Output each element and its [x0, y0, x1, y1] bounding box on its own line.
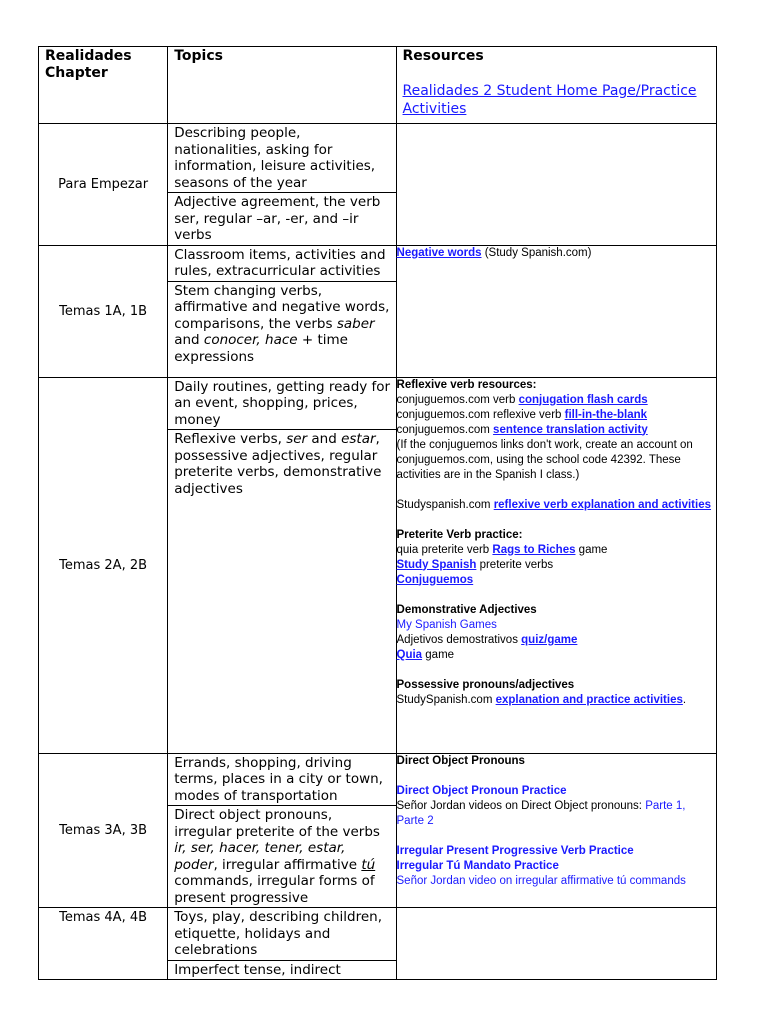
direct-object-heading: Direct Object Pronouns: [396, 754, 525, 767]
topic-vocab: Classroom items, activities and rules, extracurricular activities: [174, 246, 386, 279]
jordan-commands-link[interactable]: Señor Jordan video on irregular affirmative tú commands: [396, 874, 686, 887]
negative-words-link[interactable]: Negative words: [396, 246, 482, 259]
header-chapter: Realidades Chapter: [39, 47, 168, 124]
row-temas-2: [39, 377, 717, 753]
chapter-cell: Para Empezar: [39, 124, 168, 246]
row-para-empezar: [39, 124, 717, 246]
reflexive-explanation-link[interactable]: reflexive verb explanation and activities: [493, 498, 712, 511]
topic-vocab: Toys, play, describing children, etiquette, holidays and celebrations: [174, 909, 382, 958]
demonstrative-heading: Demonstrative Adjectives: [396, 603, 537, 616]
conjuguemos-link[interactable]: Conjuguemos: [396, 573, 474, 586]
chapter-cell: Temas 3A, 3B: [39, 753, 168, 908]
rags-to-riches-link[interactable]: Rags to Riches: [492, 543, 576, 556]
topic-grammar: Imperfect tense, indirect: [168, 960, 395, 980]
study-spanish-link[interactable]: Study Spanish: [396, 558, 477, 571]
topic-grammar: Stem changing verbs, affirmative and negative words, comparisons, the verbs saber and conocer, hace + time expressions: [168, 281, 395, 367]
topic-grammar: Reflexive verbs, ser and estar, possessive adjectives, regular preterite verbs, demonstrative adjectives: [168, 429, 395, 498]
sentence-translation-link[interactable]: sentence translation activity: [493, 423, 648, 436]
topic-vocab: Daily routines, getting ready for an event, shopping, prices, money: [174, 378, 391, 428]
header-row: [39, 47, 717, 124]
direct-object-practice-link[interactable]: Direct Object Pronoun Practice: [396, 784, 567, 797]
chapter-cell: Temas 1A, 1B: [39, 245, 168, 377]
resources-cell: Reflexive verb resources: conjuguemos.com verb conjugation flash cards conjuguemos.com reflexive verb fill-in-the-blank conjuguemos.com sentence translation activity (If the conjuguemos links don't work, create an account on conjuguemos.com, using the school code 42392. These activities are in the Spanish I class.) Studyspanish.com reflexive verb explanation and activities Preterite Verb practice: quia preterite verb Rags to Riches game Study Spanish preterite verbs Conjuguemos Demonstrative Adjectives My Spanish Games Adjetivos demostrativos quiz/game Quia game Possessive pronouns/adjectives StudySpanish.com explanation and practice activities.: [396, 377, 716, 753]
possessive-explanation-link[interactable]: explanation and practice activities: [495, 693, 683, 706]
curriculum-table: [38, 46, 717, 980]
irregular-progressive-link[interactable]: Irregular Present Progressive Verb Practice: [396, 844, 634, 857]
student-home-page-link[interactable]: Realidades 2 Student Home Page/Practice Activities: [402, 83, 697, 117]
fill-in-the-blank-link[interactable]: fill-in-the-blank: [564, 408, 648, 421]
chapter-cell: Temas 2A, 2B: [39, 377, 168, 753]
row-temas-1: [39, 245, 717, 377]
topic-vocab: Errands, shopping, driving terms, places in a city or town, modes of transportation: [174, 754, 383, 804]
topics-cell: [168, 377, 396, 753]
row-temas-3: [39, 753, 717, 908]
quia-link[interactable]: Quia: [396, 648, 423, 661]
topics-cell: [168, 753, 396, 908]
quiz-game-link[interactable]: quiz/game: [521, 633, 578, 646]
topic-vocab: Describing people, nationalities, asking for information, leisure activities, seasons of the year: [174, 125, 376, 191]
resources-cell: [396, 908, 716, 980]
header-resources: [396, 47, 716, 124]
possessive-heading: Possessive pronouns/adjectives: [396, 678, 575, 691]
topics-cell: [168, 245, 396, 377]
reflexive-heading: Reflexive verb resources:: [396, 378, 537, 391]
topics-cell: [168, 124, 396, 246]
resources-cell: [396, 124, 716, 246]
my-spanish-games-link[interactable]: My Spanish Games: [396, 618, 497, 631]
topic-grammar: Direct object pronouns, irregular preterite of the verbs ir, ser, hacer, tener, estar, poder, irregular affirmative tú commands, irregular forms of present progressive: [168, 805, 395, 907]
header-topics: Topics: [168, 47, 396, 124]
conjuguemos-note: (If the conjuguemos links don't work, create an account on conjuguemos.com, using the school code 42392. These activities are in the Spanish I class.): [396, 438, 693, 481]
preterite-heading: Preterite Verb practice:: [396, 528, 523, 541]
resources-cell: Negative words (Study Spanish.com): [396, 245, 716, 377]
parte-links[interactable]: Parte 1, Parte 2: [396, 799, 686, 827]
topics-cell: [168, 908, 396, 980]
row-temas-4: [39, 908, 717, 980]
irregular-tu-link[interactable]: Irregular Tú Mandato Practice: [396, 859, 559, 872]
chapter-cell: Temas 4A, 4B: [39, 908, 168, 980]
topic-grammar: Adjective agreement, the verb ser, regular –ar, -er, and –ir verbs: [168, 192, 395, 245]
conjugation-flash-cards-link[interactable]: conjugation flash cards: [518, 393, 648, 406]
resources-cell: Direct Object Pronouns Direct Object Pronoun Practice Señor Jordan videos on Direct Object pronouns: Parte 1, Parte 2 Irregular Present Progressive Verb Practice Irregular Tú Mandato Practice Señor Jordan video on irregular affirmative tú commands: [396, 753, 716, 908]
header-resources-label: Resources: [402, 48, 484, 64]
